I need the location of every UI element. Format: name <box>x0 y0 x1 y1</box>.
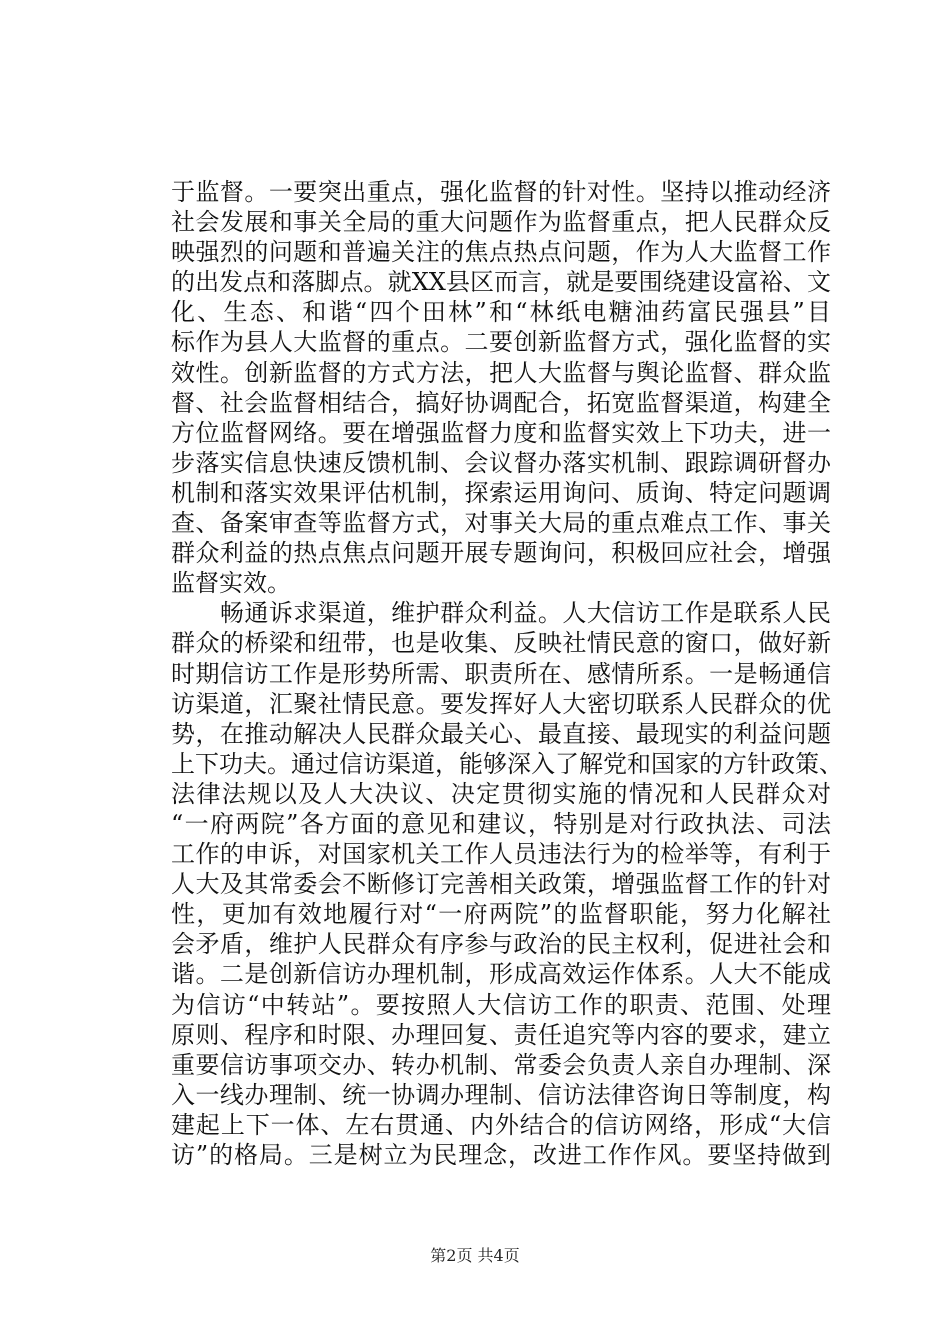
text-line: 谐。二是创新信访办理机制，形成高效运作体系。人大不能成 <box>171 960 831 989</box>
text-line: 法律法规以及人大决议、决定贯彻实施的情况和人民群众对 <box>171 779 831 808</box>
text-line: 访渠道，汇聚社情民意。要发挥好人大密切联系人民群众的优 <box>171 689 831 718</box>
text-line: 重要信访事项交办、转办机制、常委会负责人亲自办理制、深 <box>171 1050 831 1079</box>
text-line: 畅通诉求渠道，维护群众利益。人大信访工作是联系人民 <box>171 599 831 628</box>
text-line: 时期信访工作是形势所需、职责所在、感情所系。一是畅通信 <box>171 659 831 688</box>
text-line: 标作为县人大监督的重点。二要创新监督方式，强化监督的实 <box>171 328 831 357</box>
text-line: 会矛盾，维护人民群众有序参与政治的民主权利，促进社会和 <box>171 930 831 959</box>
text-line: 为信访“中转站”。要按照人大信访工作的职责、范围、处理 <box>171 990 831 1019</box>
text-line: 督、社会监督相结合，搞好协调配合，拓宽监督渠道，构建全 <box>171 388 831 417</box>
text-line: 机制和落实效果评估机制，探索运用询问、质询、特定问题调 <box>171 478 831 507</box>
text-line: 人大及其常委会不断修订完善相关政策，增强监督工作的针对 <box>171 870 831 899</box>
text-line: 工作的申诉，对国家机关工作人员违法行为的检举等，有利于 <box>171 840 831 869</box>
text-line: 性，更加有效地履行对“一府两院”的监督职能，努力化解社 <box>171 900 831 929</box>
text-line: 效性。创新监督的方式方法，把人大监督与舆论监督、群众监 <box>171 358 831 387</box>
document-body <box>171 177 843 1170</box>
text-line: “一府两院”各方面的意见和建议，特别是对行政执法、司法 <box>171 809 831 838</box>
text-line: 群众利益的热点焦点问题开展专题询问，积极回应社会，增强 <box>171 539 831 568</box>
text-line: 化、生态、和谐“四个田林”和“林纸电糖油药富民强县”目 <box>171 298 831 327</box>
text-line: 势，在推动解决人民群众最关心、最直接、最现实的利益问题 <box>171 719 831 748</box>
text-line: 监督实效。 <box>171 569 291 598</box>
text-line: 原则、程序和时限、办理回复、责任追究等内容的要求，建立 <box>171 1020 831 1049</box>
text-line: 社会发展和事关全局的重大问题作为监督重点，把人民群众反 <box>171 208 831 237</box>
text-line: 方位监督网络。要在增强监督力度和监督实效上下功夫，进一 <box>171 418 831 447</box>
text-line: 入一线办理制、统一协调办理制、信访法律咨询日等制度，构 <box>171 1080 831 1109</box>
text-line: 上下功夫。通过信访渠道，能够深入了解党和国家的方针政策、 <box>171 749 843 778</box>
text-line: 映强烈的问题和普遍关注的焦点热点问题，作为人大监督工作 <box>171 238 831 267</box>
text-line: 查、备案审查等监督方式，对事关大局的重点难点工作、事关 <box>171 509 831 538</box>
text-line: 步落实信息快速反馈机制、会议督办落实机制、跟踪调研督办 <box>171 448 831 477</box>
page-footer: 第2页 共4页 <box>430 1246 520 1265</box>
text-line: 群众的桥梁和纽带，也是收集、反映社情民意的窗口，做好新 <box>171 629 831 658</box>
text-line: 访”的格局。三是树立为民理念，改进工作作风。要坚持做到 <box>171 1141 831 1169</box>
text-line: 建起上下一体、左右贯通、内外结合的信访网络，形成“大信 <box>171 1110 831 1139</box>
text-line: 于监督。一要突出重点，强化监督的针对性。坚持以推动经济 <box>171 178 831 206</box>
text-line: 的出发点和落脚点。就XX县区而言，就是要围绕建设富裕、文 <box>171 268 831 297</box>
